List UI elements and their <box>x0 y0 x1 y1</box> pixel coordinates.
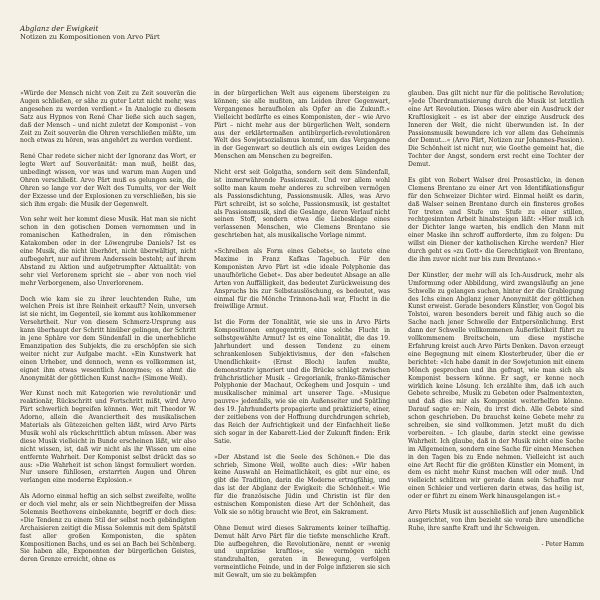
paragraph: glauben. Das gilt nicht nur für die politische Revolution; »Jede Überdramatisierung durch die Musik ist letztlich eine Art Revolution. Dieses wäre aber ein Ausdruck der Kraftlosigkeit – es ist aber der einzige Ausdruck des Inneren der Welt, die nicht überwunden ist. In der Passionsmusik bewundere ich vor allem das Geheimnis der Demut...« (Arvo Pärt, Notizen zur Johannes-Passion). Die Schönheit ist nicht nur, wie Goethe gemeint hat, die Tochter der Angst, sondern erst recht eine Tochter der Demut. <box>408 90 584 169</box>
paragraph: Der Künstler, der mehr will als Ich-Ausdruck, mehr als Umformung oder Abbildung, wird zwangsläufig an jene Schwelle zu gelangen suchen, hinter der die Grablegung des Ichs einen Abglanz jener Anonymität der göttlichen Kunst erweist. Gerade besonders Künstler, von Gogol bis Tolstoi, waren besonders bereit und fähig auch so die Sache nach jener Schwelle der Entpersönlichung. Erst dann der Schwelle vollkommenen Äußerlichkeit führt zu vollkommenem Breitschein, um diese mystische Erfahrung kreist auch Arvo Pärts Denken. Davon erzeugt eine Begegnung mit einem Klosterbruder, über die er berichtet: »Ich habe damit in der Sowjetunion mit einem Mönch gesprochen und ihn gefragt, wie man sich als Komponist bessern könne. Er sagt, er kenne noch wirklich keine Lösung. Ich erzählte ihm, daß ich auch Gebete schreibe, Musik zu Gebeten oder Psalmentexten, und daß dies mir als Komponist weiterhelfen könne. Darauf sagte er: Nein, du irrst dich. Alle Gebete sind schon geschrieben. Du brauchst keine Gebete mehr zu schreiben, sie sind vollkommen. Jetzt mußt du dich vorbereiten. – Ich glaube, darin steckt eine gewisse Wahrheit. Ich glaube, daß in der Musik nicht eine Sache im Allgemeinen, sondern eine Sache für einen Menschen in den Tagen bis zu Ende nehmen. Vielleicht ist auch eine Art Recht für die größten Künstler ein Moment, in dem es nicht mehr Kunst machen will oder muß. Und vielleicht schlitzen wir gerade dann sein Schaffen nur einen Schleier und verlieren darin etwas, das heilig ist, oder er führt zu einem Werk hinausgelangen ist.« <box>408 271 584 501</box>
paragraph: Arvo Pärts Musik ist ausschließlich auf jenen Augenblick ausgerichtet, von ihm bezieht sie vorab ihre unendliche Ruhe, ihre sanfte Kraft und ihr Schweigen. <box>408 508 584 532</box>
paragraph: Von sehr weit her kommt diese Musik. Hat man sie nicht schon in den gotischen Domen vernommen und in romanischen Kathedralen, in den römischen Katakomben oder in der Löwengrube Daniels? Ist es eine Musik, die nicht überhört, nicht überwältigt, nicht aufbegehrt, nur auf ihrem Anderssein besteht; auf ihrem Abstand zu Aktion und aufgetrumpfter Aktualität: von sehr viel Verlorenem spricht sie – aber von noch viel mehr Verborgenem, also Unverlorenem. <box>20 216 196 287</box>
paragraph: Ist die Form der Tonalität, wie sie uns in Arvo Pärts Kompositionen entgegentritt, eine solche Flucht in selbstgewählte Armut? Ist es eine Tonalität, die das 19. Jahrhundert und dessen Tendenz zu einem schrankenlosen Subjektivismus, der den »falschen Unendlichkeit« (Ernst Bloch) laufen mußte, demonstrativ ignoriert und die Brücke schlägt zwischen frühchristlicher Musik – Gregorianik, franko-flämischer Polyphonie der Machaut, Ockeghem und Josquin – und musikalischer minimal art unserer Tage. »Musique pauvre« jedenfalls, wie sie ein Außenseiter und Spätling des 19. Jahrhunderts propagierte und praktizierte, einer, der zeitlebens von der Hoffnung durchdrungen schrieb, das Reich der Aufrichtigkeit und der Einfachheit ließe sich sogar in der Kabarett-Lied der Zukunft finden: Erik Satie. <box>214 319 390 445</box>
paragraph: Doch wie kam sie zu ihrer leuchtenden Ruhe, um welchen Preis ist ihre Reinheit erkauft? Nein, unverseh ist sie nicht, im Gegenteil, sie kommt aus kohlkommener Versehrtheit. Nur von diesem Schmerz-Ursprung aus kann überhaupt der Schritt hinüber gelingen, der Schritt in jene Sphäre vor dem Sündenfall in die unerhebliche Emanzipation des Subjekts, die zu erschöpfen sie sich weiter nicht zur Aufgabe macht. »Ein Kunstwerk hat einen Urheber, und dennoch, wenn es vollkommen ist, eignet ihm etwas wesentlich Anonymes; es ahmt die Anonymität der göttlichen Kunst nach« (Simone Weil). <box>20 295 196 382</box>
paragraph: Es gibt von Robert Walser drei Prosastücke, in denen Clemens Brentano zu einer Art von Identifikationsfigur für den Schweizer Dichter wird. Einmal heißt es darin, daß Walser seinen Brentano durch ein finsteres großes Tor treten und Stufe um Stufe zu einer stillen, rechtgesinnten Arbeit hinabsteigen läßt: »Hier muß ich der Dichter lange warten, bis endlich den Mann mit einer Maske ihn schroff aufforderte, ihm zu folgen: Du willst ein Diener der katholischen Kirche werden? Hier durch geht es »zu Gott« die Gerechtigkeit von Brentano, die ihm zuvor nicht nur bis zum Brentano.« <box>408 176 584 264</box>
paragraph: »Würde der Mensch nicht von Zeit zu Zeit souverän die Augen schließen, er sähe zu guter Letzt nicht mehr, was angesehen zu werden verdient.« In Analogie zu diesem Satz aus Hypnos von René Char ließe sich auch sagen, daß der Mensch – und nicht zuletzt der Komponist – von Zeit zu Zeit souverän die Ohren verschließen müßte, um noch etwas zu hören, was angehört zu werden verdient. <box>20 90 196 145</box>
text-column-1 <box>20 90 196 590</box>
paragraph: »Der Abstand ist die Seele des Schönen.« Die das schrieb, Simone Weil, wollte auch dies: »Wir haben keine Auswahl an Heimatlichkeit, es gibt nur eine, es gibt die Tradition, darin die Moderne ertragfähig, und das ist der Abglanz der Ewigkeit: die Schönheit.« Wie für die französische Jüdin und Christin ist für den estnischen Komponisten diese Art der Schönheit, das Volk sie so nötig braucht wie Brot, ein Sakrament. <box>214 453 390 516</box>
paragraph: »Schreiben als Form eines Gebets«, so lautete eine Maxime in Franz Kafkas Tagebuch. Für den Komponisten Arvo Pärt ist »die ideale Polyphonie das unaufhörliche Gebet«. Das aber bedeutet Absage an alle Arten von Auffälligkeit, das bedeutet Zurückweisung des Anspruchs bis zur Selbstauslöschung, es bedeutet, was einmal für die Mönche Trinnona-hali war, Flucht in die freiwillige Armut. <box>214 248 390 311</box>
author-signature: - Peter Hamm <box>541 540 584 548</box>
article-header <box>20 24 320 42</box>
article-subtitle: Notizen zu Kompositionen von Arvo Pärt <box>20 33 160 41</box>
paragraph: Nicht erst seit Golgatha, sondern seit dem Sündenfall, ist immerwährende Passionszeit. Und vor allem wohl sollte man kaum mehr anderes zu schreiben vermögen als Passionsdichtung, Passionsmusik. Alles, was Arvo Pärt schreibt, ist so solche, Passionsmusik, ist gestaltet als Passionsmusik, sind die Gesänge, deren Verlauf nicht seinen Stoff, sondern etwa die Liebesklage eines verlassenen Menschen, wie Clemens Brentano sie geschrieben hat, als musikalische Vorlage nimmt. <box>214 169 390 240</box>
paragraph: Als Adorno einmal heftig an sich selbst zweifelte, wollte er doch viel mehr, als er sein Nichtbegreifen der Missa Solemnis Beethovens einbekannte, begriff er doch dies: »Die Tendenz zu einem Stil der selbst noch gebändigten Archaisieren zeitigt die Missa Solemnis mit dem Spätstil fast aller großen Komponisten, die späten Kompositionen Bachs, und es sei an Bach bei Schönberg. Sie haben alle, Exponenten der bürgerlichen Geistes, deren Grenze erreicht, ohne es <box>20 493 196 564</box>
paragraph: René Char redete sicher nicht der Ignoranz das Wort, er legte Wert auf Souveränität: man muß, heißt das, unbedingt wissen, vor was und warum man Augen und Ohren verschließt. Arvo Pärt muß es gelungen sein, die Ohren so lange vor der Welt des Tumults, vor der Welt der Exzesse und der Explosionen zu verschließen, bis sie sich ihm ergab: die Musik der Gegenwelt. <box>20 153 196 208</box>
paragraph: in der bürgerlichen Welt aus eigenem übersteigen zu können; sie alle mußten, am Leiden ihrer Gegenwart, Vergangenes heraufholen als Opfer an die Zukunft.« Vielleicht bedürfte es eines Komponisten, der – wie Arvo Pärt – nicht mehr aus der bürgerlichen Welt, sondern aus der erklärtermaßen antibürgerlich-revolutionären Welt des Sowjetsozialismus kommt, um das Vergangene in der Gegenwart so deutlich als ein ewiges Leiden des Menschen am Menschen zu begreifen. <box>214 90 390 161</box>
paragraph: Ohne Demut wird dieses Sakraments keiner teilhaftig. Demut hält Arvo Pärt für die tiefste menschliche Kraft. Die aufbegehren, die Revolutionäre, nennt er »wenig und unpräzise kraftlos«, sie vermögen nicht standzuhalten, geraten in Bewegung, verfolgen vermeintliche Feinde, und in der Folge infizieren sie sich mit Gewalt, um sie zu bekämpfen <box>214 524 390 580</box>
text-column-2 <box>214 90 390 590</box>
article-title: Abglanz der Ewigkeit <box>20 24 99 33</box>
text-column-3 <box>408 90 584 590</box>
paragraph: Wer Kunst noch mit Kategorien wie revolutionär und reaktionär, Rückschritt und Fortschritt mißt, wird Arvo Pärt schwerlich begreifen können. Wer, mit Theodor W. Adorno, allein die Avanciertheit des musikalischen Materials als Gütezeichen gelten läßt, wird Arvo Pärts Musik wohl als rückschrittlich abtun müssen. Aber was diese Musik vielleicht in Bunde erscheinen läßt, wir also nicht wissen, ist, daß wir nicht als ihr Wissen um eine entfernte Wahrheit. Der Komponist selbst drückt das so aus: »Die Wahrheit ist schon längst formuliert worden. Nur unsere fühllosen, erstarrten Augen und Ohren verlangen eine moderne Explosion.« <box>20 390 196 485</box>
